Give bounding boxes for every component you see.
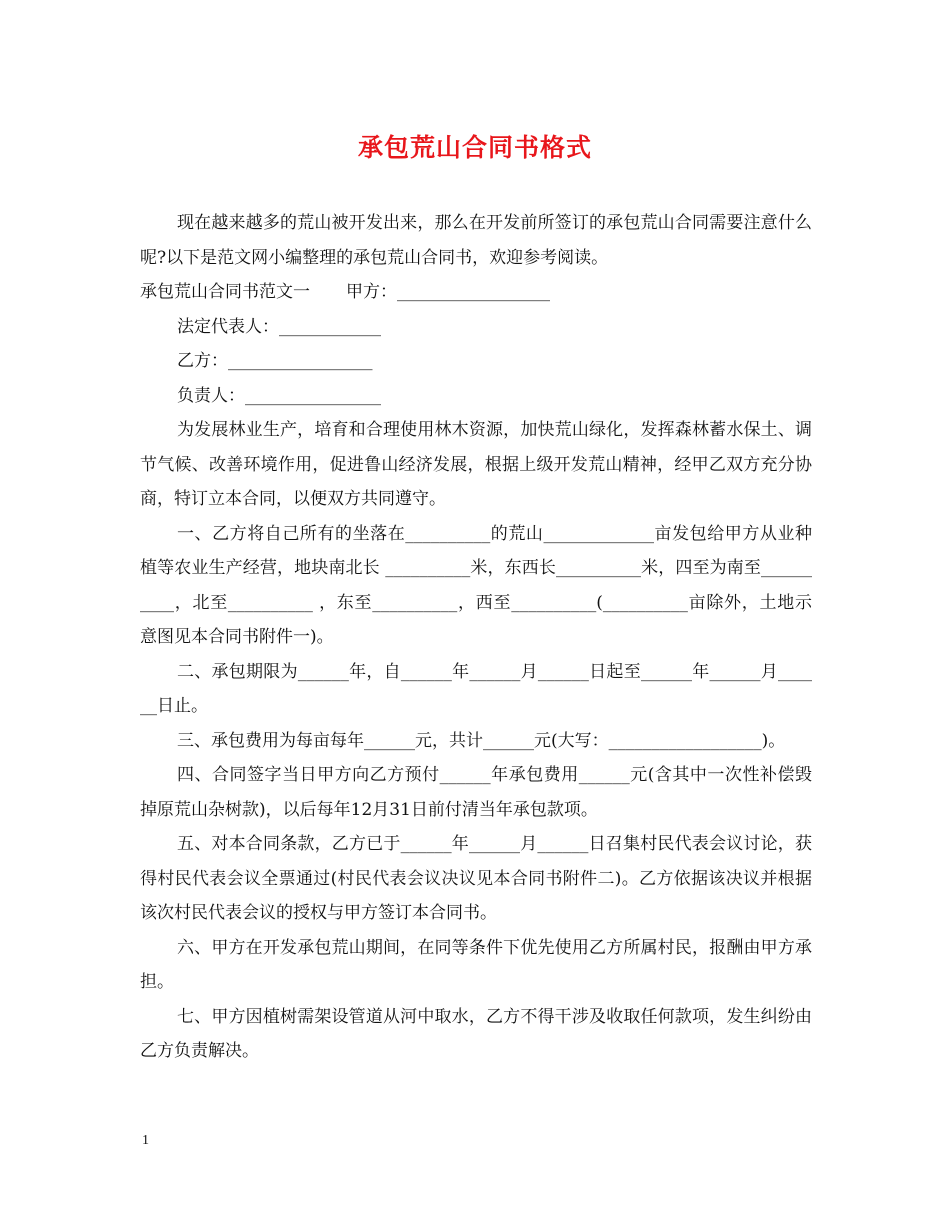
intro-paragraph: 现在越来越多的荒山被开发出来，那么在开发前所签订的承包荒山合同需要注意什么呢?以下是范文网小编整理的承包荒山合同书，欢迎参考阅读。 [140, 213, 812, 268]
clause-5: 五、对本合同条款，乙方已于______年______月______日召集村民代表会议讨论，获得村民代表会议全票通过(村民代表会议决议见本合同书附件二)。乙方依据该决议并根据该次村民代表会议的授权与甲方签订本合同书。 [140, 834, 812, 923]
document-body [140, 206, 812, 1069]
sample-heading-line [140, 275, 812, 310]
document-title: 承包荒山合同书格式 [357, 133, 592, 162]
preamble-paragraph: 为发展林业生产，培育和合理使用林木资源，加快荒山绿化，发挥森林蓄水保土、调节气候、改善环境作用，促进鲁山经济发展，根据上级开发荒山精神，经甲乙双方充分协商，特订立本合同，以便双方共同遵守。 [140, 420, 812, 509]
party-a-field: 甲方：__________________ [346, 282, 550, 302]
clause-6: 六、甲方在开发承包荒山期间，在同等条件下优先使用乙方所属村民，报酬由甲方承担。 [140, 937, 812, 992]
clause-3: 三、承包费用为每亩每年______元，共计______元(大写：__________________)。 [177, 730, 786, 751]
legal-rep-field: 法定代表人：____________ [177, 316, 381, 337]
party-b-field: 乙方：_________________ [177, 351, 373, 371]
responsible-field: 负责人：________________ [177, 385, 381, 406]
clause-1: 一、乙方将自己所有的坐落在__________的荒山_____________亩发包给甲方从业种植等农业生产经营，地块南北长 __________米，东西长__________米，四至为南至__________，北至__________ ，东至__________，西至__________(__________亩除外，土地示意图见本合同书附件一)。 [140, 523, 812, 647]
clause-2: 二、承包期限为______年，自______年______月______日起至______年______月______日止。 [140, 661, 812, 716]
sample-label: 承包荒山合同书范文一 [140, 282, 310, 302]
clause-7: 七、甲方因植树需架设管道从河中取水，乙方不得干涉及收取任何款项，发生纠纷由乙方负责解决。 [140, 1006, 812, 1061]
clause-4: 四、合同签字当日甲方向乙方预付______年承包费用______元(含其中一次性补偿毁掉原荒山杂树款)，以后每年12月31日前付清当年承包款项。 [140, 765, 812, 820]
page-number: 1 [142, 1133, 149, 1148]
